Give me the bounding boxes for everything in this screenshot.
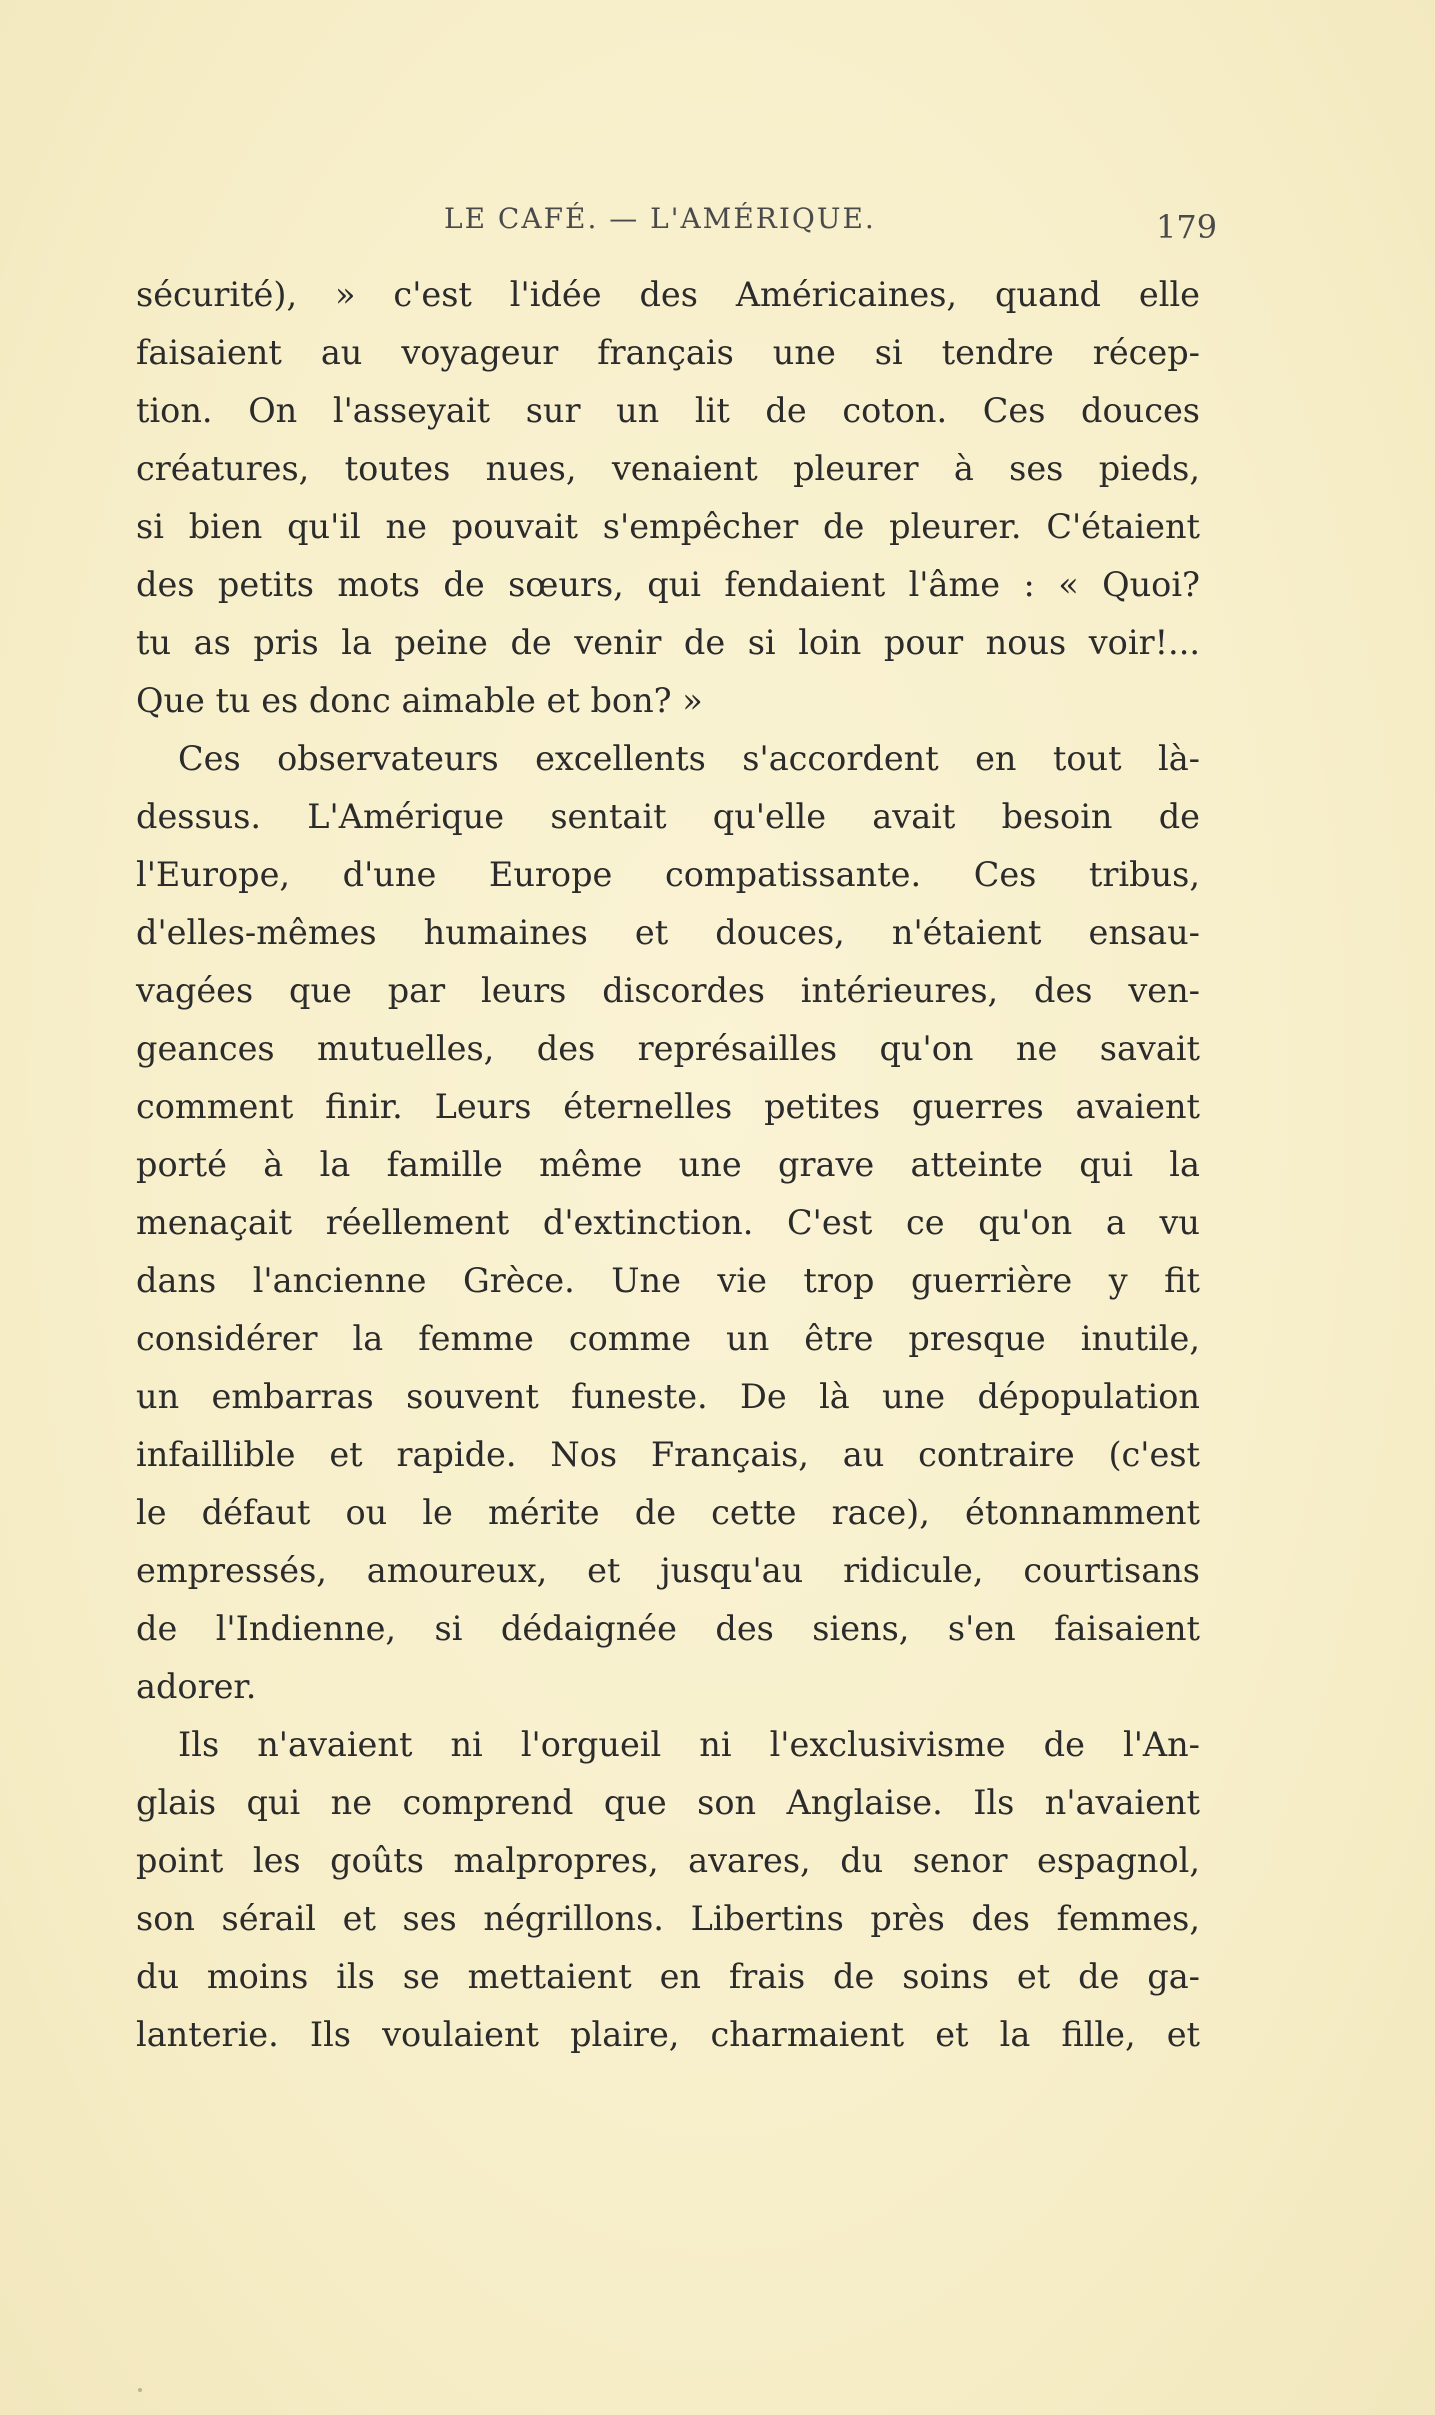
text-line: adorer. <box>136 1667 257 1706</box>
text-line: dessus. L'Amérique sentait qu'elle avait besoin de <box>136 797 1200 836</box>
text-line: empressés, amoureux, et jusqu'au ridicule, courtisans <box>136 1551 1200 1590</box>
text-line: considérer la femme comme un être presque inutile, <box>136 1319 1200 1358</box>
text-line: geances mutuelles, des représailles qu'on ne savait <box>136 1029 1200 1068</box>
text-line: tion. On l'asseyait sur un lit de coton. Ces douces <box>136 391 1200 430</box>
text-line: lanterie. Ils voulaient plaire, charmaient et la fille, et <box>136 2015 1200 2054</box>
text-line: d'elles-mêmes humaines et douces, n'étaient ensau- <box>136 913 1200 952</box>
text-line: Que tu es donc aimable et bon? » <box>136 681 703 720</box>
text-line: sécurité), » c'est l'idée des Américaines, quand elle <box>136 275 1200 314</box>
text-line: son sérail et ses négrillons. Libertins près des femmes, <box>136 1899 1200 1938</box>
paper-speck <box>138 2388 142 2392</box>
page-number: 179 <box>1156 208 1218 246</box>
text-line: glais qui ne comprend que son Anglaise. Ils n'avaient <box>136 1783 1200 1822</box>
text-line: dans l'ancienne Grèce. Une vie trop guerrière y fit <box>136 1261 1200 1300</box>
text-line: le défaut ou le mérite de cette race), étonnamment <box>136 1493 1200 1532</box>
text-line: si bien qu'il ne pouvait s'empêcher de pleurer. C'étaient <box>136 507 1200 546</box>
text-line: faisaient au voyageur français une si tendre récep- <box>136 333 1200 372</box>
running-title: LE CAFÉ. — L'AMÉRIQUE. <box>444 202 876 235</box>
text-line: menaçait réellement d'extinction. C'est ce qu'on a vu <box>136 1203 1200 1242</box>
text-line: de l'Indienne, si dédaignée des siens, s'en faisaient <box>136 1609 1200 1648</box>
paragraph-start-line: Ces observateurs excellents s'accordent en tout là- <box>178 739 1200 778</box>
text-line: un embarras souvent funeste. De là une dépopulation <box>136 1377 1200 1416</box>
page-header <box>136 198 1218 248</box>
paragraph-start-line: Ils n'avaient ni l'orgueil ni l'exclusivisme de l'An- <box>178 1725 1200 1764</box>
text-line: des petits mots de sœurs, qui fendaient l'âme : « Quoi? <box>136 565 1200 604</box>
text-line: créatures, toutes nues, venaient pleurer à ses pieds, <box>136 449 1200 488</box>
text-line: l'Europe, d'une Europe compatissante. Ces tribus, <box>136 855 1200 894</box>
text-line: du moins ils se mettaient en frais de soins et de ga- <box>136 1957 1200 1996</box>
text-line: tu as pris la peine de venir de si loin pour nous voir!... <box>136 623 1200 662</box>
body-text <box>136 266 1200 2064</box>
text-line: point les goûts malpropres, avares, du senor espagnol, <box>136 1841 1200 1880</box>
text-line: infaillible et rapide. Nos Français, au contraire (c'est <box>136 1435 1200 1474</box>
text-line: vagées que par leurs discordes intérieures, des ven- <box>136 971 1200 1010</box>
text-line: comment finir. Leurs éternelles petites guerres avaient <box>136 1087 1200 1126</box>
text-line: porté à la famille même une grave atteinte qui la <box>136 1145 1200 1184</box>
